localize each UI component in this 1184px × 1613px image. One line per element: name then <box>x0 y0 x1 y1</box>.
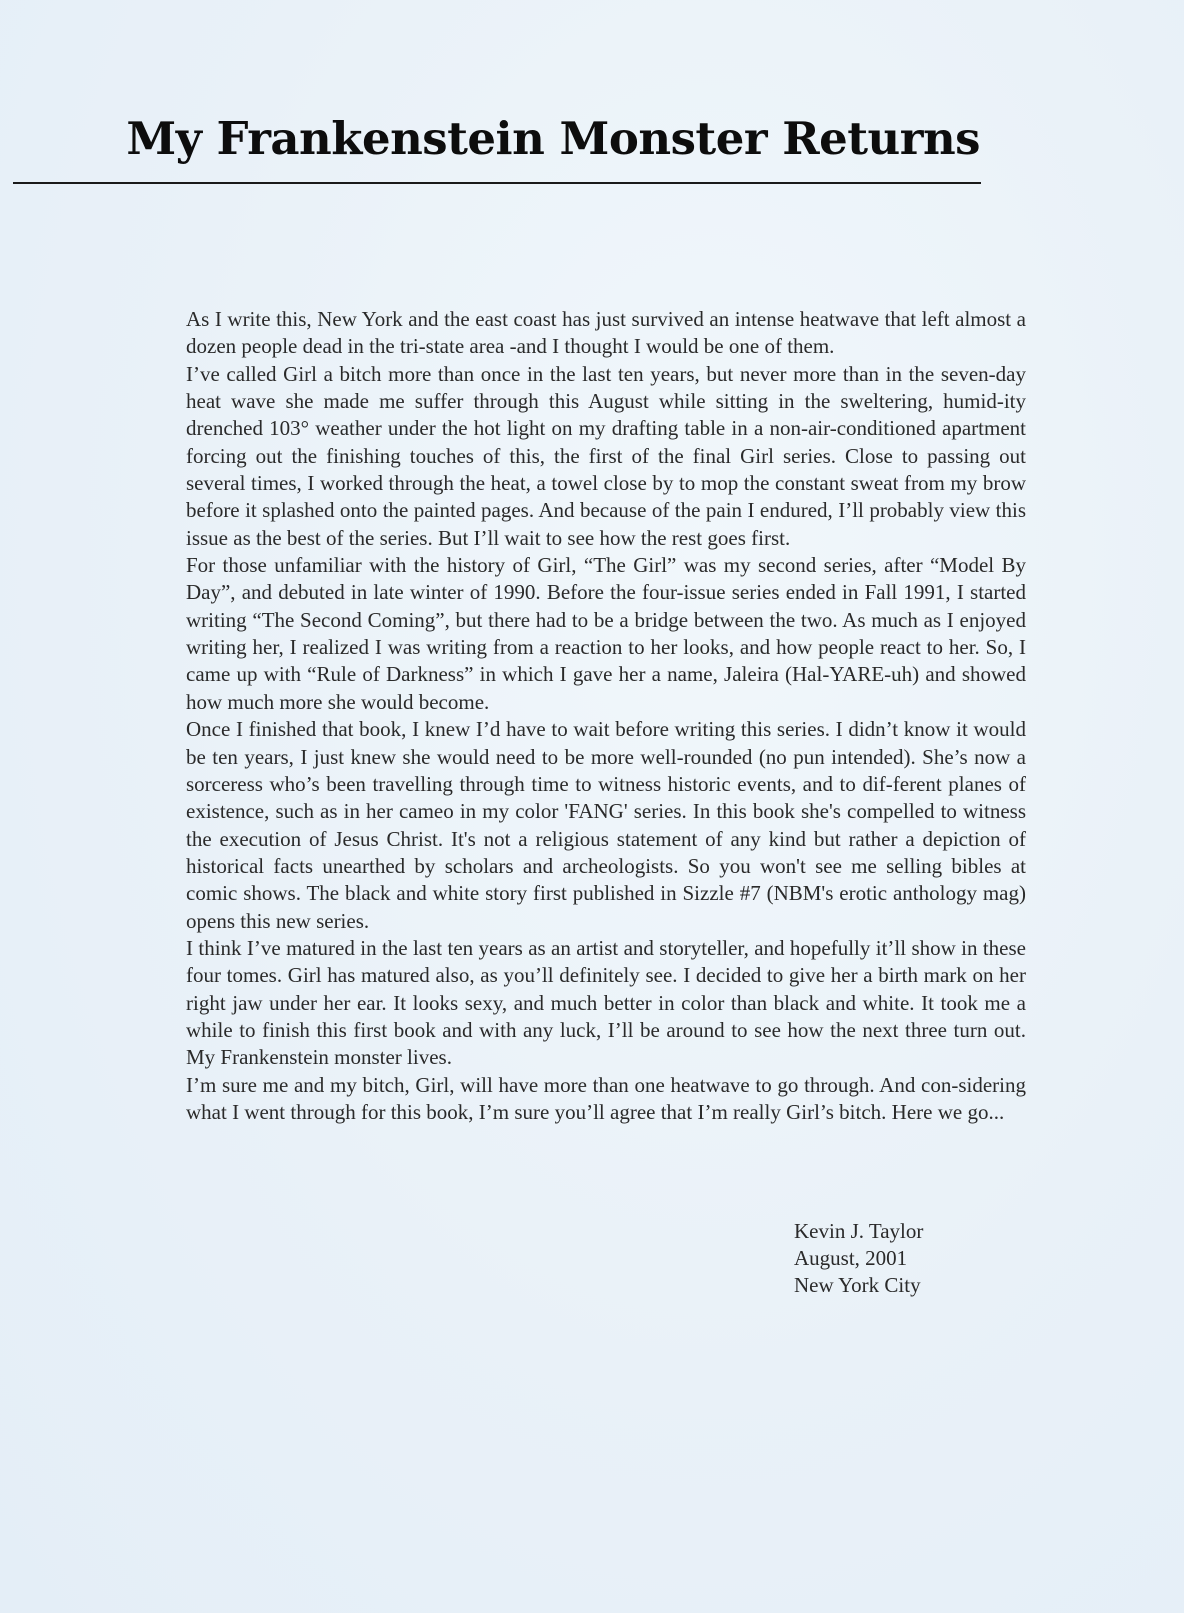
page-title: My Frankenstein Monster Returns <box>126 112 980 165</box>
signature-date: August, 2001 <box>794 1246 908 1270</box>
paragraph-2: I’ve called Girl a bitch more than once in the last ten years, but never more than in the seven-day heat wave she made me suffer through this August while sitting in the sweltering, humid-ity drenched 103° weather under the hot light on my drafting table in a non-air-conditioned apartment forcing out the finishing touches of this, the first of the final Girl series. Close to passing out several times, I worked through the heat, a towel close by to mop the constant sweat from my brow before it splashed onto the painted pages. And because of the pain I endured, I’ll probably view this issue as the best of the series. But I’ll wait to see how the rest goes first. <box>186 361 1026 550</box>
author-name: Kevin J. Taylor <box>794 1219 924 1243</box>
paragraph-5: I think I’ve matured in the last ten years as an artist and storyteller, and hopefully it’ll show in these four tomes. Girl has matured also, as you’ll definitely see. I decided to give her a birth mark on her right jaw under her ear. It looks sexy, and much better in color than black and white. It took me a while to finish this first book and with any luck, I’ll be around to see how the next three turn out. My Frankenstein monster lives. <box>186 935 1026 1070</box>
article-body <box>186 306 1026 1126</box>
paragraph-6: I’m sure me and my bitch, Girl, will have more than one heatwave to go through. And con-sidering what I went through for this book, I’m sure you’ll agree that I’m really Girl’s bitch. Here we go... <box>186 1072 1026 1124</box>
signature-block <box>794 1218 923 1299</box>
paragraph-1: As I write this, New York and the east coast has just survived an intense heatwave that left almost a dozen people dead in the tri-state area -and I thought I would be one of them. <box>186 307 1026 359</box>
paragraph-4: Once I finished that book, I knew I’d have to wait before writing this series. I didn’t know it would be ten years, I just knew she would need to be more well-rounded (no pun intended). She’s now a sorceress who’s been travelling through time to witness historic events, and to dif-ferent planes of existence, such as in her cameo in my color 'FANG' series. In this book she's compelled to witness the execution of Jesus Christ. It's not a religious statement of any kind but rather a depiction of historical facts unearthed by scholars and archeologists. So you won't see me selling bibles at comic shows. The black and white story first published in Sizzle #7 (NBM's erotic anthology mag) opens this new series. <box>186 717 1026 933</box>
signature-place: New York City <box>794 1273 921 1297</box>
title-divider <box>13 182 981 184</box>
paragraph-3: For those unfamiliar with the history of Girl, “The Girl” was my second series, after “Model By Day”, and debuted in late winter of 1990. Before the four-issue series ended in Fall 1991, I started writing “The Second Coming”, but there had to be a bridge between the two. As much as I enjoyed writing her, I realized I was writing from a reaction to her looks, and how people react to her. So, I came up with “Rule of Darkness” in which I gave her a name, Jaleira (Hal-YARE-uh) and showed how much more she would become. <box>186 553 1026 714</box>
